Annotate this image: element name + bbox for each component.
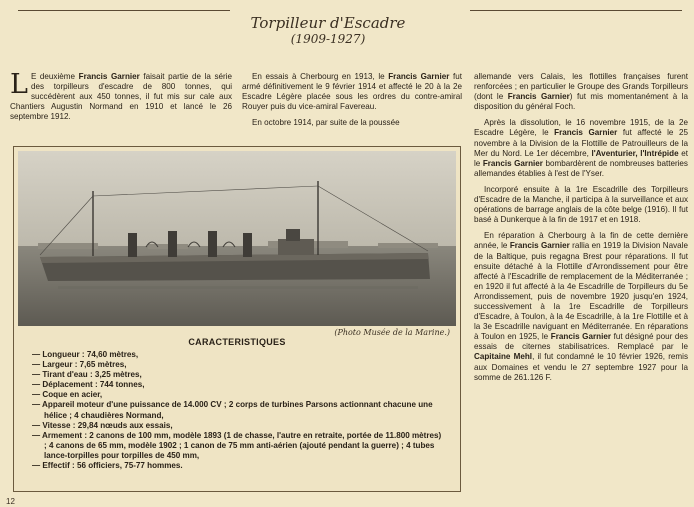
column-3-paragraph-2: Incorporé ensuite à la 1re Escadrille des Torpilleurs d'Escadre de la Manche, il participa à la surveillance et aux opérations de barrage anglais de la côte belge (1916). Il fut basé à Dunkerque à la fin de 1917 et en 1918. xyxy=(474,184,688,225)
specs-panel xyxy=(13,146,461,492)
column-3-paragraph-3: En réparation à Cherbourg à la fin de cette dernière année, le Francis Garnier rallia en 1919 la Division Navale de la Baltique, puis regagna Brest pour réparations. Il fut ensuite détaché à la Flottille d'Arrondissement pour être affecté à l'Escadrille de remplacement de la Méditerranée ; en 1920 il fut affecté à la 4e Escadrille de Torpilleurs du 5e Arrondissement, puis de novembre 1920 jusqu'en 1924, successivement à la 1re Escadrille de Torpilleurs d'Escadre, à Toulon, à la 4e Escadrille, à la 1re Flottille et à la 3e Escadrille naviguant en Méditerranée. En réparations à Toulon en 1925, le Francis Garnier fut désigné pour des essais de citernes stabilisatrices. Remplacé par le Capitaine Mehl, il fut condamné le 10 février 1926, remis aux Domaines et vendu le 27 septembre 1927 pour la somme de 261.126 F. xyxy=(474,231,688,382)
ship-photo xyxy=(18,151,456,326)
spec-item: — Coque en acier, xyxy=(32,390,444,400)
header-rule-left xyxy=(18,10,230,11)
drop-cap: L xyxy=(10,69,28,100)
column-3 xyxy=(474,72,688,389)
spec-item: — Vitesse : 29,84 nœuds aux essais, xyxy=(32,421,444,431)
article-header xyxy=(228,14,428,47)
spec-item: — Appareil moteur d'une puissance de 14.000 CV ; 2 corps de turbines Parsons actionnant chacune une hélice ; 4 chaudières Normand, xyxy=(32,400,444,420)
article-title: Torpilleur d'Escadre xyxy=(250,14,406,32)
specs-list xyxy=(32,350,444,471)
column-1-paragraph: L E deuxième Francis Garnier faisait partie de la série des torpilleurs d'escadre de 800 tonnes, qui succédèrent aux 450 tonnes, il fut mis sur cale aux Chantiers Augustin Normand en 1910 et lancé le 26 septembre 1912. xyxy=(10,69,232,122)
column-3-paragraph-0: allemande vers Calais, les flottilles françaises furent renforcées ; en particulier le Groupe des Grands Torpilleurs (dont le Francis Garnier) fut mis momentanément à la disposition du général Foch. xyxy=(474,72,688,112)
column-2-paragraph-1: En essais à Cherbourg en 1913, le Francis Garnier fut armé définitivement le 9 février 1914 et affecté le 20 à la 2e Escadre Légère placée sous les ordres du contre-amiral Rouyer puis du vice-amiral Favereau. xyxy=(242,72,462,112)
header-rule-right xyxy=(470,10,682,11)
spec-item: — Effectif : 56 officiers, 75-77 hommes. xyxy=(32,461,444,471)
spec-item: — Armement : 2 canons de 100 mm, modèle 1893 (1 de chasse, l'autre en retraite, portée de 11.800 mètres) ; 4 canons de 65 mm, modèle 1902 ; 1 canon de 75 mm anti-aérien (ajouté pendant la guerre) ; 4 tubes lance-torpilles pour torpilles de 450 mm, xyxy=(32,431,444,461)
photo-credit: (Photo Musée de la Marine.) xyxy=(334,328,450,337)
column-2 xyxy=(242,72,462,134)
column-1 xyxy=(10,69,232,128)
column-3-paragraph-1: Après la dissolution, le 16 novembre 1915, de la 2e Escadre Légère, le Francis Garnier fut affecté le 25 novembre à la Division de la Flottille de Patrouilleurs de la Mer du Nord. Le 1er décembre, l'Aventurier, l'Intrépide et le Francis Garnier bombardèrent de nombreuses batteries allemandes établies à l'est de l'Yser. xyxy=(474,118,688,178)
article-dates: (1909-1927) xyxy=(290,32,366,46)
spec-item: — Largeur : 7,65 mètres, xyxy=(32,360,444,370)
column-2-paragraph-2: En octobre 1914, par suite de la poussée xyxy=(252,118,400,128)
spec-item: — Déplacement : 744 tonnes, xyxy=(32,380,444,390)
page-number: 12 xyxy=(6,497,15,506)
specs-title: CARACTERISTIQUES xyxy=(188,337,286,347)
spec-item: — Longueur : 74,60 mètres, xyxy=(32,350,444,360)
spec-item: — Tirant d'eau : 3,25 mètres, xyxy=(32,370,444,380)
